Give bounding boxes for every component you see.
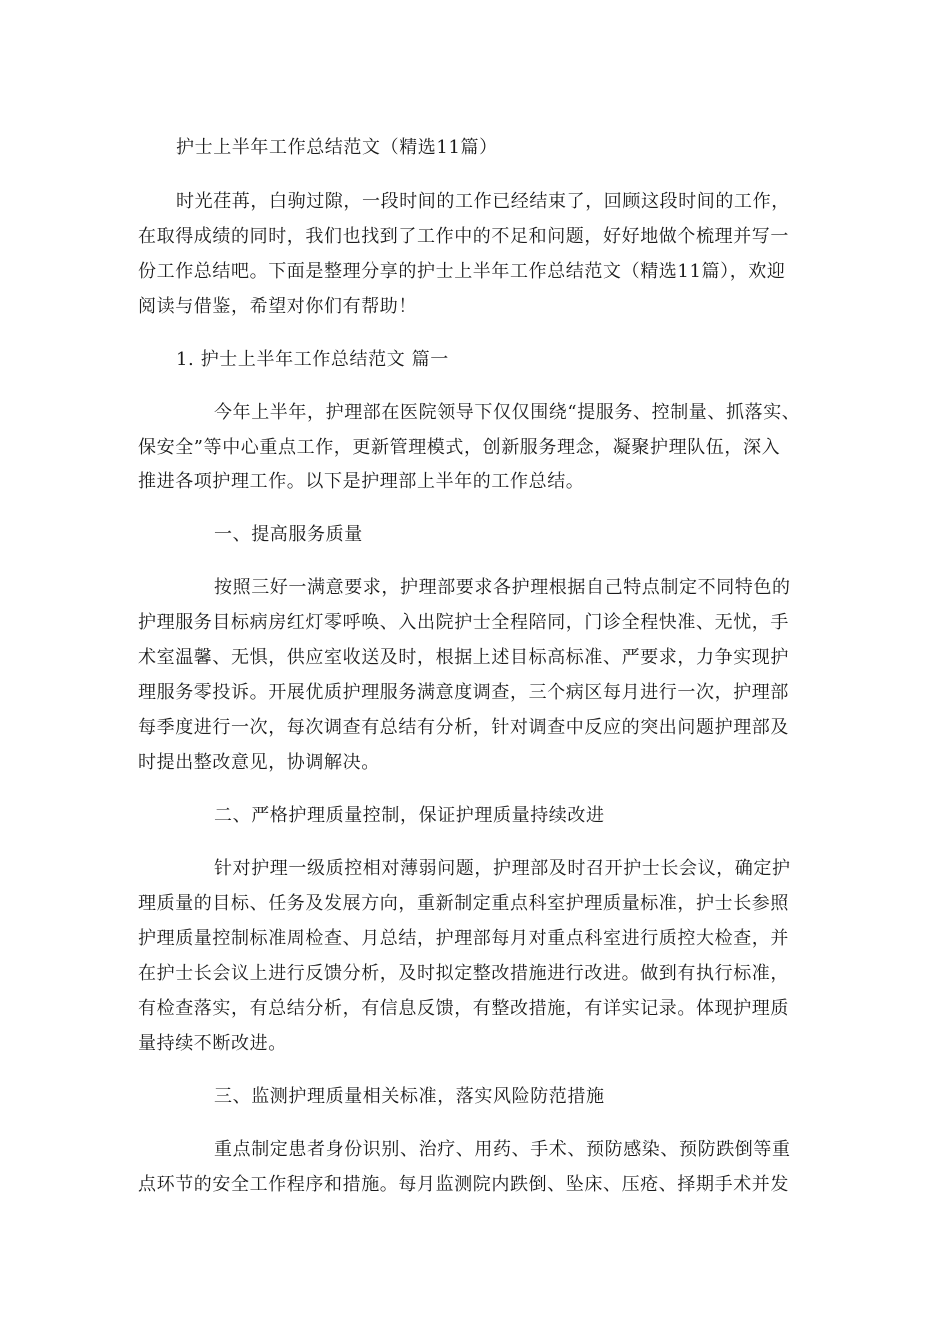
body-line: 在护士长会议上进行反馈分析，及时拟定整改措施进行改进。做到有执行标准， [138,963,789,984]
section-heading: 三、监测护理质量相关标准，落实风险防范措施 [214,1086,605,1107]
body-line: 量持续不断改进。 [138,1033,287,1054]
intro-line: 份工作总结吧。下面是整理分享的护士上半年工作总结范文（精选11篇），欢迎 [138,261,786,282]
body-line: 理质量的目标、任务及发展方向，重新制定重点科室护理质量标准，护士长参照 [138,893,789,914]
section-heading: 一、提高服务质量 [214,524,363,545]
section-heading: 二、严格护理质量控制，保证护理质量持续改进 [214,805,605,826]
body-line: 时提出整改意见，协调解决。 [138,752,380,773]
body-line: 护理服务目标病房红灯零呼唤、入出院护士全程陪同，门诊全程快准、无忧，手 [138,612,789,633]
body-line: 有检查落实，有总结分析，有信息反馈，有整改措施，有详实记录。体现护理质 [138,998,789,1019]
body-line: 术室温馨、无惧，供应室收送及时，根据上述目标高标准、严要求，力争实现护 [138,647,789,668]
body-line: 针对护理一级质控相对薄弱问题，护理部及时召开护士长会议，确定护 [214,858,791,879]
body-line: 点环节的安全工作程序和措施。每月监测院内跌倒、坠床、压疮、择期手术并发 [138,1174,789,1195]
body-line: 理服务零投诉。开展优质护理服务满意度调查，三个病区每月进行一次，护理部 [138,682,789,703]
opening-line: 推进各项护理工作。以下是护理部上半年的工作总结。 [138,471,585,492]
opening-line: 今年上半年，护理部在医院领导下仅仅围绕“提服务、控制量、抓落实、 [214,402,801,423]
intro-line: 时光荏苒，白驹过隙，一段时间的工作已经结束了，回顾这段时间的工作， [176,191,790,212]
body-line: 重点制定患者身份识别、治疗、用药、手术、预防感染、预防跌倒等重 [214,1139,791,1160]
body-line: 按照三好一满意要求，护理部要求各护理根据自己特点制定不同特色的 [214,577,791,598]
document-title: 护士上半年工作总结范文（精选11篇） [176,137,498,158]
opening-line: 保安全”等中心重点工作，更新管理模式，创新服务理念，凝聚护理队伍，深入 [138,437,781,458]
intro-line: 在取得成绩的同时，我们也找到了工作中的不足和问题，好好地做个梳理并写一 [138,226,789,247]
article-heading: 1. 护士上半年工作总结范文 篇一 [176,349,449,370]
intro-line: 阅读与借鉴，希望对你们有帮助！ [138,296,417,317]
body-line: 每季度进行一次，每次调查有总结有分析，针对调查中反应的突出问题护理部及 [138,717,789,738]
body-line: 护理质量控制标准周检查、月总结，护理部每月对重点科室进行质控大检查，并 [138,928,789,949]
